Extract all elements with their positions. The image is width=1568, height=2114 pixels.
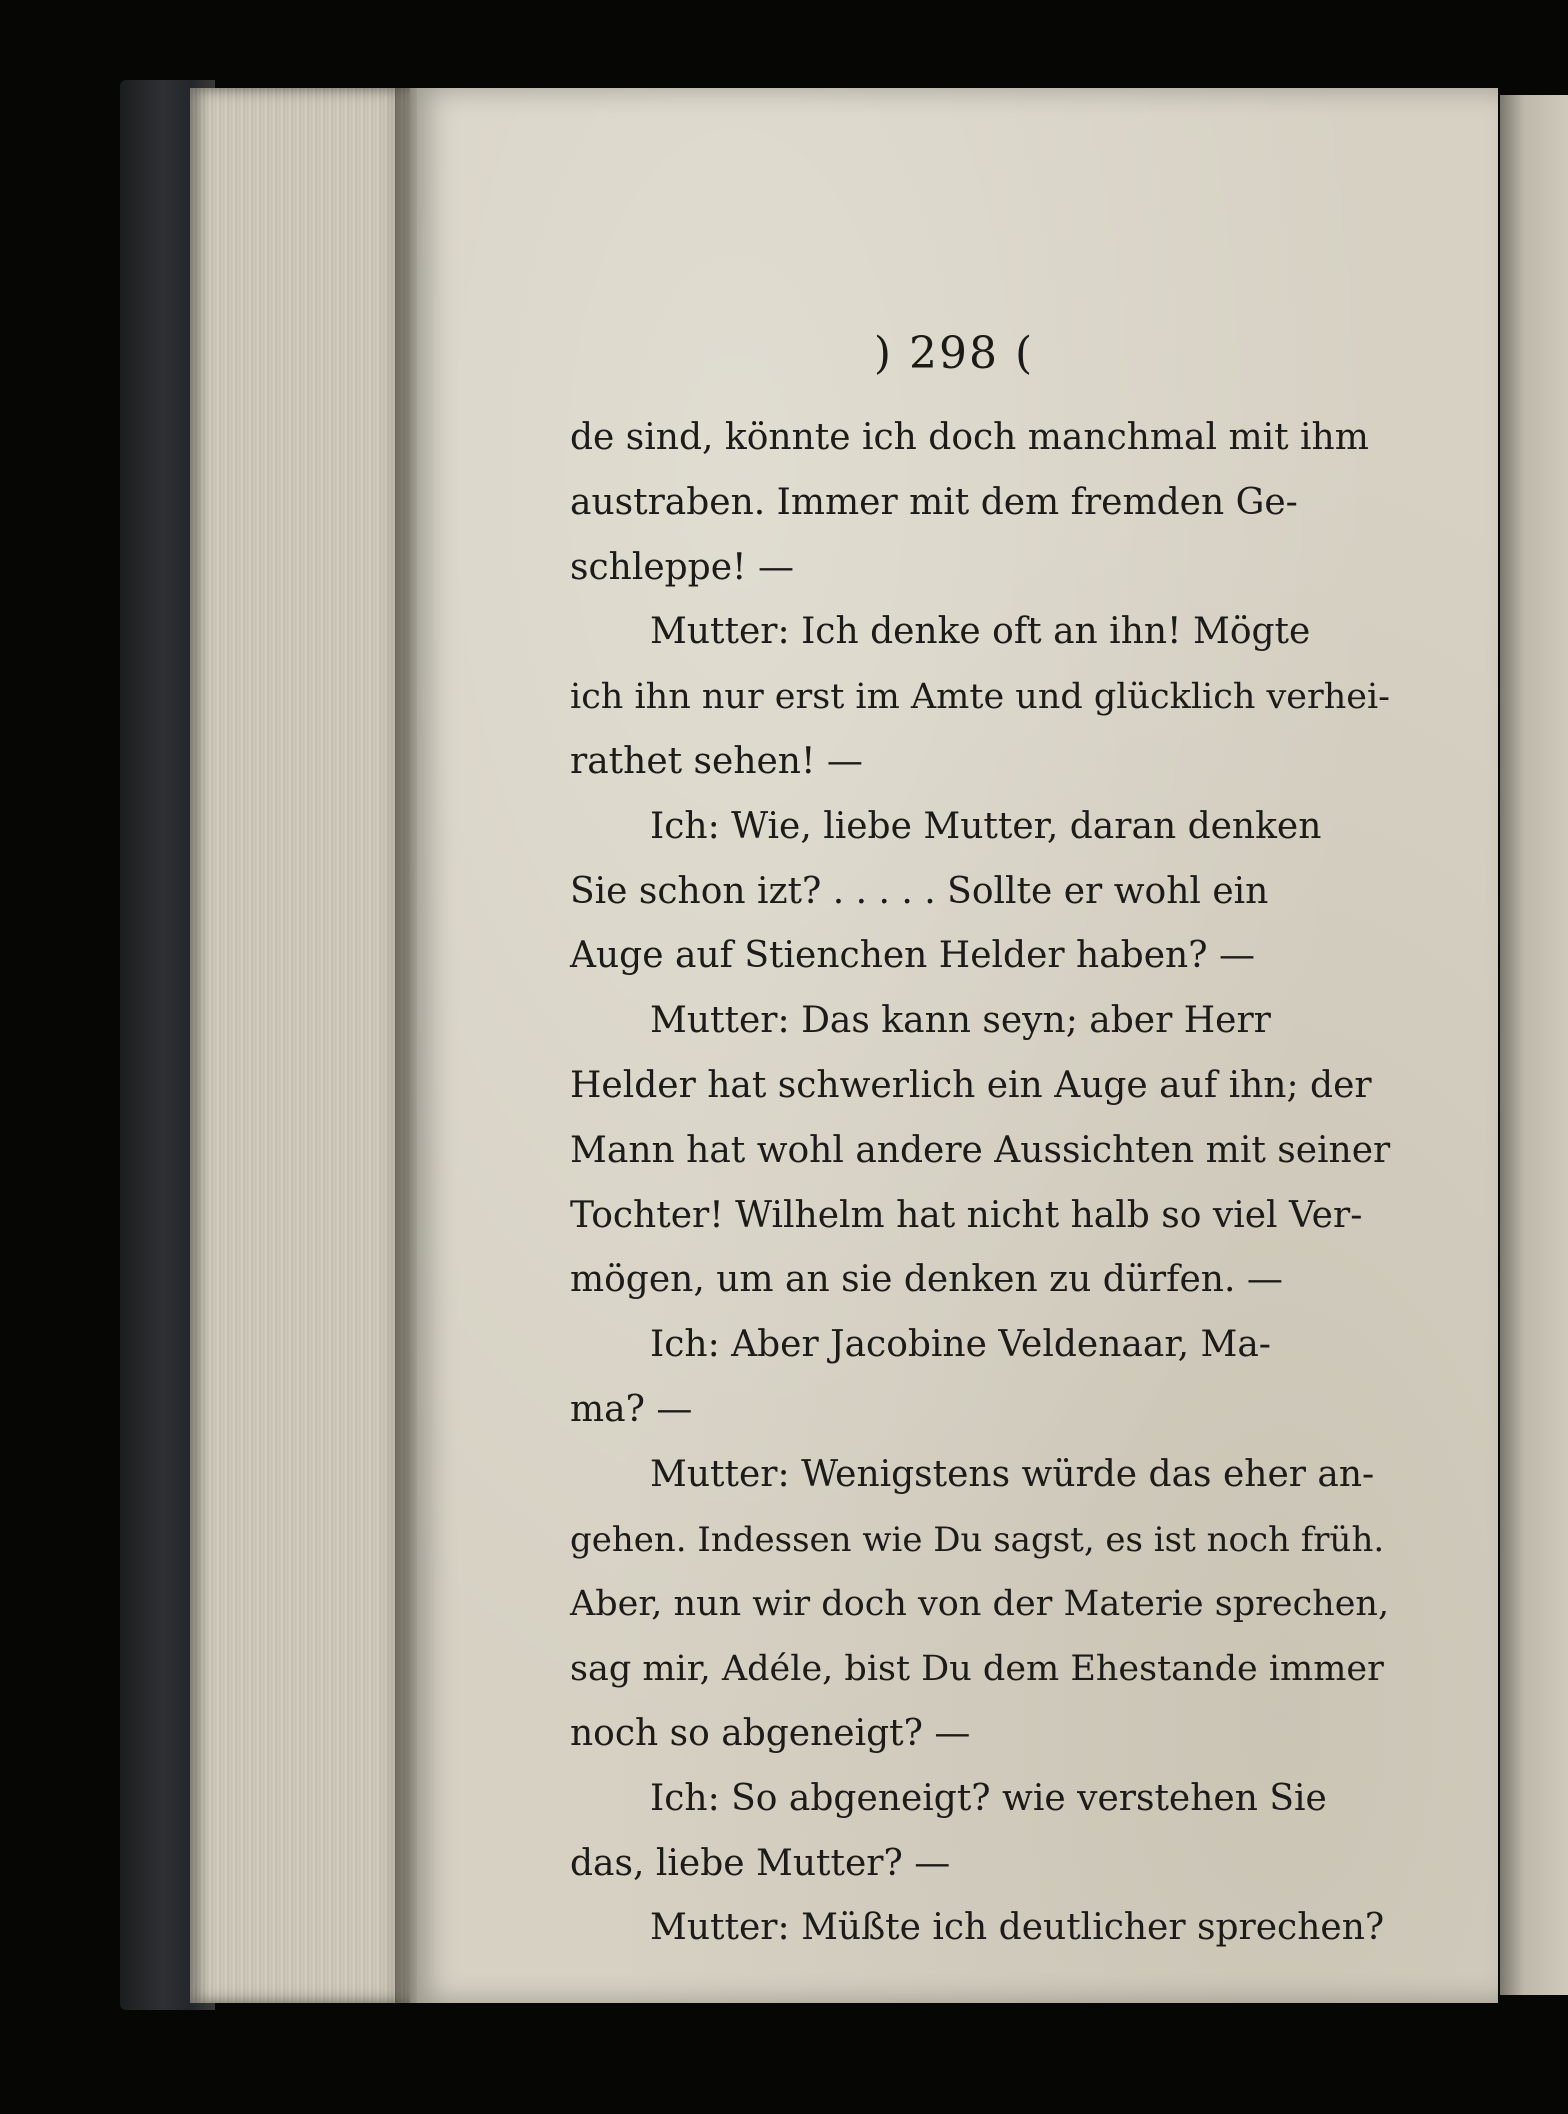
text-line: gehen. Indessen wie Du sagst, es ist noch früh.	[570, 1519, 1385, 1560]
text-line: Sie schon izt? . . . . . Sollte er wohl ein	[570, 870, 1269, 912]
text-line: Mutter: Ich denke oft an ihn! Mögte	[650, 611, 1311, 653]
text-line: de sind, könnte ich doch manchmal mit ihm	[570, 417, 1369, 458]
text-line: Mutter: Das kann seyn; aber Herr	[650, 1000, 1271, 1042]
text-line: rathet sehen! —	[570, 740, 863, 782]
text-line: Mutter: Wenigstens würde das eher an-	[650, 1453, 1375, 1495]
page-text	[570, 406, 1390, 1961]
page-edges-stack	[190, 88, 410, 2003]
text-line: austraben. Immer mit dem fremden Ge-	[570, 481, 1298, 523]
text-line: noch so abgeneigt? —	[570, 1712, 971, 1754]
text-line: sag mir, Adéle, bist Du dem Ehestande immer	[570, 1649, 1384, 1690]
text-line: Ich: So abgeneigt? wie verstehen Sie	[650, 1777, 1327, 1819]
page-number: ) 298 (	[873, 328, 1035, 379]
text-line: mögen, um an sie denken zu dürfen. —	[570, 1259, 1283, 1301]
book-page	[410, 88, 1498, 2003]
text-line: Tochter! Wilhelm hat nicht halb so viel Ver-	[570, 1194, 1363, 1236]
text-line: ich ihn nur erst im Amte und glücklich verhei-	[570, 677, 1390, 718]
text-line: Mutter: Müßte ich deutlicher sprechen?	[650, 1907, 1385, 1949]
text-line: Auge auf Stienchen Helder haben? —	[570, 935, 1255, 977]
text-line: ma? —	[570, 1388, 693, 1430]
text-line: Aber, nun wir doch von der Materie sprechen,	[570, 1584, 1390, 1625]
page-gutter-shadow	[395, 88, 417, 2003]
text-line: Ich: Wie, liebe Mutter, daran denken	[650, 805, 1322, 847]
text-line: Ich: Aber Jacobine Veldenaar, Ma-	[650, 1324, 1271, 1366]
text-line: Helder hat schwerlich ein Auge auf ihn; der	[570, 1064, 1372, 1106]
text-line: schleppe! —	[570, 546, 794, 588]
facing-page-edge	[1500, 95, 1568, 1995]
text-line: das, liebe Mutter? —	[570, 1842, 951, 1884]
text-line: Mann hat wohl andere Aussichten mit seiner	[570, 1129, 1391, 1171]
